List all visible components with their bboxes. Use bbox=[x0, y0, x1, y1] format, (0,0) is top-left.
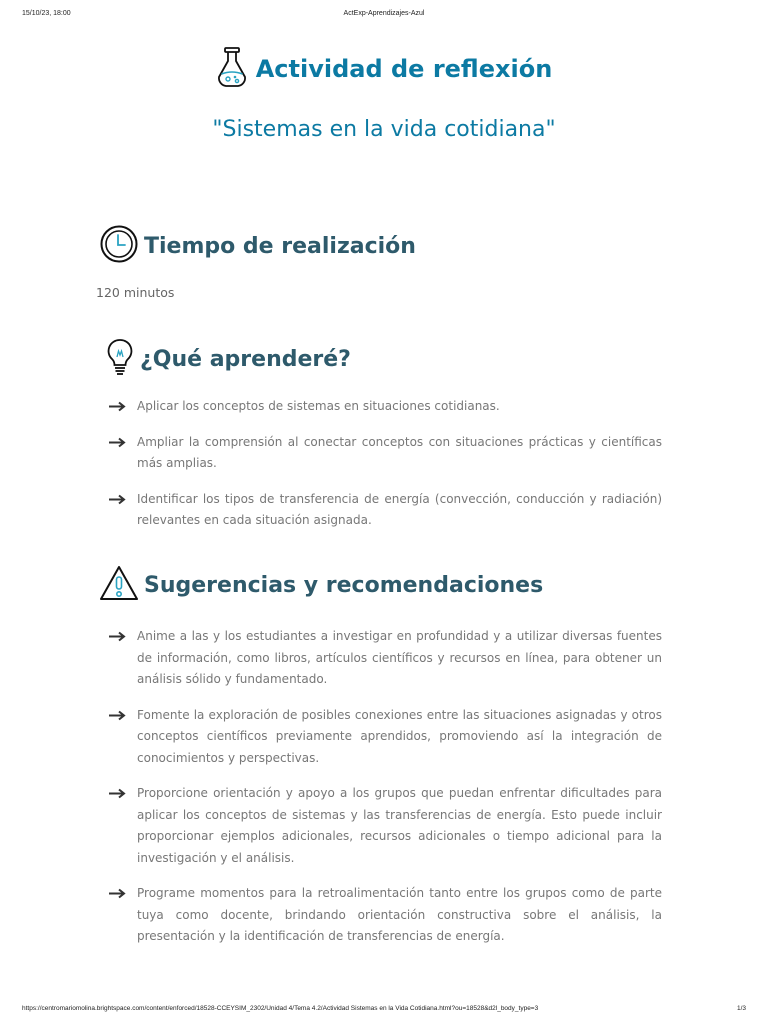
arrow-right-icon bbox=[108, 788, 127, 799]
flask-icon bbox=[216, 46, 248, 92]
list-item-text: Anime a las y los estudiantes a investigar en profundidad y a utilizar diversas fuentes de información, como libros, artículos científicos y recursos en línea, para obtener un análisis sólido y fundamentado. bbox=[137, 629, 662, 686]
lightbulb-icon bbox=[104, 337, 136, 381]
section-time-heading bbox=[98, 224, 416, 268]
arrow-right-icon bbox=[108, 631, 127, 642]
list-item-text: Identificar los tipos de transferencia de energía (convección, conducción y radiación) relevantes en cada situación asignada. bbox=[137, 491, 662, 527]
print-datetime: 15/10/23, 18:00 bbox=[22, 10, 71, 17]
print-doc-title: ActExp-Aprendizajes-Azul bbox=[343, 10, 425, 17]
list-item-text: Ampliar la comprensión al conectar conceptos con situaciones prácticas y científicas más amplias. bbox=[137, 434, 662, 470]
arrow-right-icon bbox=[108, 401, 127, 412]
list-item bbox=[108, 489, 662, 532]
arrow-right-icon bbox=[108, 710, 127, 721]
list-item bbox=[108, 626, 662, 691]
time-value: 120 minutos bbox=[96, 285, 175, 300]
suggestions-list bbox=[108, 626, 662, 962]
list-item-text: Fomente la exploración de posibles conexiones entre las situaciones asignadas y otros conceptos científicos previamente aprendidos, promoviendo así la integración de conocimientos y perspectivas. bbox=[137, 707, 662, 765]
warning-icon bbox=[98, 563, 140, 607]
list-item bbox=[108, 432, 662, 475]
section-suggestions-heading bbox=[98, 563, 543, 607]
list-item bbox=[108, 705, 662, 770]
clock-icon bbox=[98, 224, 140, 268]
arrow-right-icon bbox=[108, 888, 127, 899]
section-time-title: Tiempo de realización bbox=[144, 233, 416, 259]
section-suggestions-title: Sugerencias y recomendaciones bbox=[144, 572, 544, 598]
arrow-right-icon bbox=[108, 494, 127, 505]
list-item-text: Aplicar los conceptos de sistemas en situaciones cotidianas. bbox=[137, 399, 500, 413]
list-item bbox=[108, 883, 662, 948]
page-subtitle: "Sistemas en la vida cotidiana" bbox=[212, 117, 556, 142]
page-title: Actividad de reflexión bbox=[255, 55, 553, 83]
list-item-text: Proporcione orientación y apoyo a los grupos que puedan enfrentar dificultades para aplicar los conceptos de sistemas y las transferencias de energía. Esto puede incluir proporcionar ejemplos adicionales, recursos adicionales o tiempo adicional para la investigación y el análisis. bbox=[137, 786, 662, 865]
section-learn-title: ¿Qué aprenderé? bbox=[140, 346, 351, 372]
learn-list bbox=[108, 396, 662, 546]
list-item bbox=[108, 783, 662, 869]
arrow-right-icon bbox=[108, 437, 127, 448]
list-item-text: Programe momentos para la retroalimentación tanto entre los grupos como de parte tuya como docente, brindando orientación constructiva sobre el análisis, la presentación y la identificación de transferencias de energía. bbox=[137, 886, 662, 943]
list-item bbox=[108, 396, 662, 418]
hero-title-row bbox=[0, 46, 768, 92]
print-footer bbox=[22, 1005, 746, 1012]
print-header bbox=[22, 10, 746, 17]
print-page-number: 1/3 bbox=[736, 1005, 746, 1012]
print-url[interactable]: https://centromariomolina.brightspace.com/content/enforced/18528-CCEYSIM_2302/Unidad 4/Tema 4.2/Actividad Sistemas en la Vida Cotidiana.html?ou=18528&d2l_body_type=3 bbox=[22, 1005, 539, 1012]
section-learn-heading bbox=[104, 337, 351, 381]
